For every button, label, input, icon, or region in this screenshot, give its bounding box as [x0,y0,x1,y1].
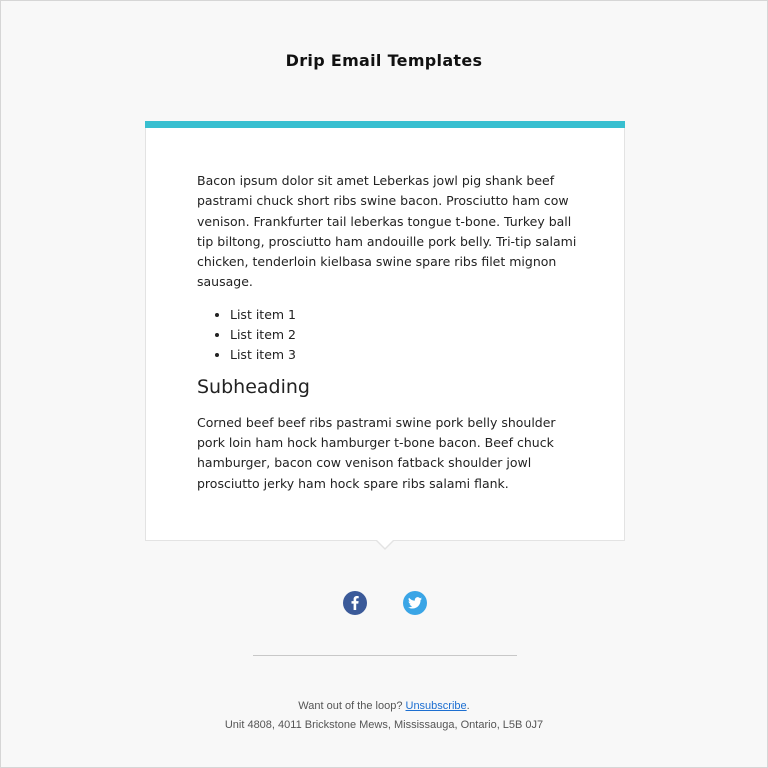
email-card [145,121,625,541]
email-content [197,171,587,506]
subheading: Subheading [197,375,310,398]
optout-prefix: Want out of the loop? [298,700,406,712]
footer [1,697,767,735]
twitter-icon [408,597,422,609]
body-paragraph-2: Corned beef beef ribs pastrami swine pork belly shoulder pork loin ham hock hamburger t-bone bacon. Beef chuck hamburger, bacon cow venison fatback shoulder jowl prosciutto jerky ham hock spare ribs salami flank. [197,414,556,491]
body-paragraph-1: Bacon ipsum dolor sit amet Leberkas jowl pig shank beef pastrami chuck short ribs swine bacon. Prosciutto ham cow venison. Frankfurter tail leberkas tongue t-bone. Turkey ball tip biltong, prosciutto ham andouille pork belly. Tri-tip salami chicken, tenderloin kielbasa swine spare ribs filet mignon sausage. [197,173,577,290]
social-links [343,591,427,615]
optout-suffix: . [466,700,470,712]
page-title: Drip Email Templates [285,51,483,70]
facebook-button[interactable] [343,591,367,615]
footer-address: Unit 4808, 4011 Brickstone Mews, Mississauga, Ontario, L5B 0J7 [224,719,544,731]
card-accent-bar [145,121,625,128]
card-pointer [375,540,395,550]
twitter-button[interactable] [403,591,427,615]
footer-divider [253,655,517,656]
unsubscribe-link[interactable]: Unsubscribe [405,700,467,712]
list-item: • List item 1 [230,305,587,325]
bullet-list [230,305,587,365]
list-item: • List item 2 [230,325,587,345]
list-item: • List item 3 [230,345,587,365]
optout-line [1,697,767,716]
facebook-icon [351,596,359,610]
